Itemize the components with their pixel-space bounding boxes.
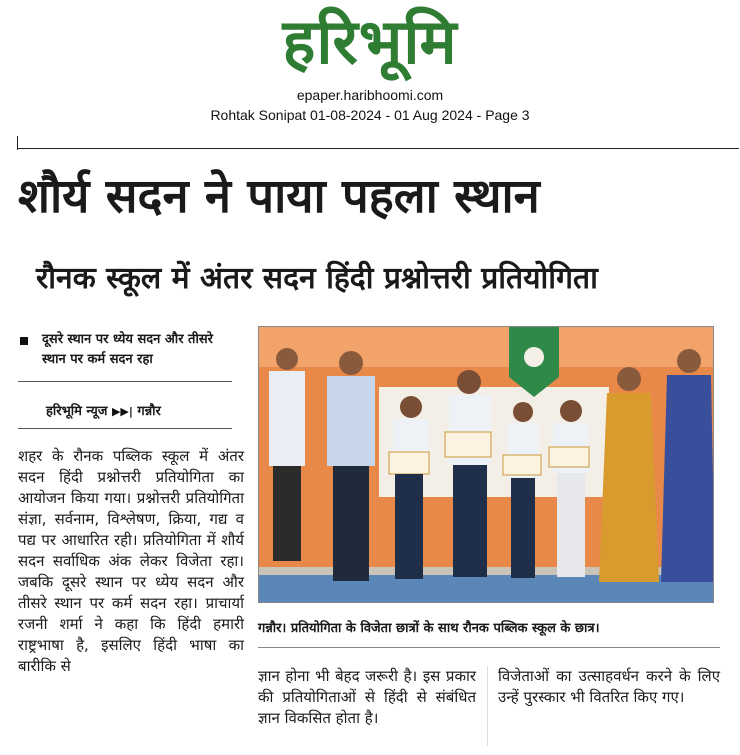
article-column-2: ज्ञान होना भी बेहद जरूरी है। इस प्रकार की प्रतियोगिताओं से हिंदी से संबंधित ज्ञान विकसित होता है। [258, 667, 476, 727]
person-2 [327, 351, 375, 581]
byline [46, 403, 246, 421]
student-1 [389, 396, 429, 579]
highlight-text: दूसरे स्थान पर ध्येय सदन और तीसरे स्थान पर कर्म सदन रहा [42, 332, 213, 367]
person-1 [269, 348, 305, 561]
newspaper-logo: हरिभूमि [282, 5, 458, 78]
photo-caption: गन्नौर। प्रतियोगिता के विजेता छात्रों के साथ रौनक पब्लिक स्कूल के छात्र। [258, 621, 600, 636]
article-photo [258, 326, 714, 603]
byline-arrow-icon: ▶▶| [111, 405, 133, 418]
article-column-3: विजेताओं का उत्साहवर्धन करने के लिए उन्हें पुरस्कार भी वितरित किए गए। [498, 667, 720, 706]
byline-rule [18, 428, 232, 429]
group-photo-illustration [259, 327, 714, 603]
byline-source: हरिभूमि न्यूज [46, 404, 108, 419]
edition-info: Rohtak Sonipat 01-08-2024 - 01 Aug 2024 - Page 3 [210, 107, 530, 123]
epaper-url[interactable]: epaper.haribhoomi.com [296, 87, 444, 103]
caption-rule [258, 647, 720, 648]
bullet-square-icon [20, 337, 28, 345]
article-column-1: शहर के रौनक पब्लिक स्कूल में अंतर सदन हिंदी प्रश्नोत्तरी प्रतियोगिता का आयोजन किया गया। प्रश्नोत्तरी प्रतियोगिता संज्ञा, सर्वनाम, विश्लेषण, क्रिया, गद्य व पद्य पर आधारित रही। प्रतियोगिता में शौर्य सदन सर्वाधिक अंक लेकर विजेता रहा। जबकि दूसरे स्थान पर ध्येय सदन और तीसरे स्थान पर कर्म सदन रहा। प्राचार्या रजनी शर्मा ने कहा कि हिंदी हमारी राष्ट्रभाषा है, इसलिए हिंदी भाषा का बारीकि से [18, 447, 244, 675]
subheadline: रौनक स्कूल में अंतर सदन हिंदी प्रश्नोत्तरी प्रतियोगिता [36, 261, 598, 296]
byline-place: गन्नौर [137, 404, 161, 419]
masthead [0, 0, 740, 132]
person-3 [599, 367, 659, 582]
top-rule [17, 148, 739, 149]
column-divider [487, 666, 488, 746]
person-4 [661, 349, 714, 582]
headline: शौर्य सदन ने पाया पहला स्थान [18, 169, 540, 224]
highlight-rule [18, 381, 232, 382]
